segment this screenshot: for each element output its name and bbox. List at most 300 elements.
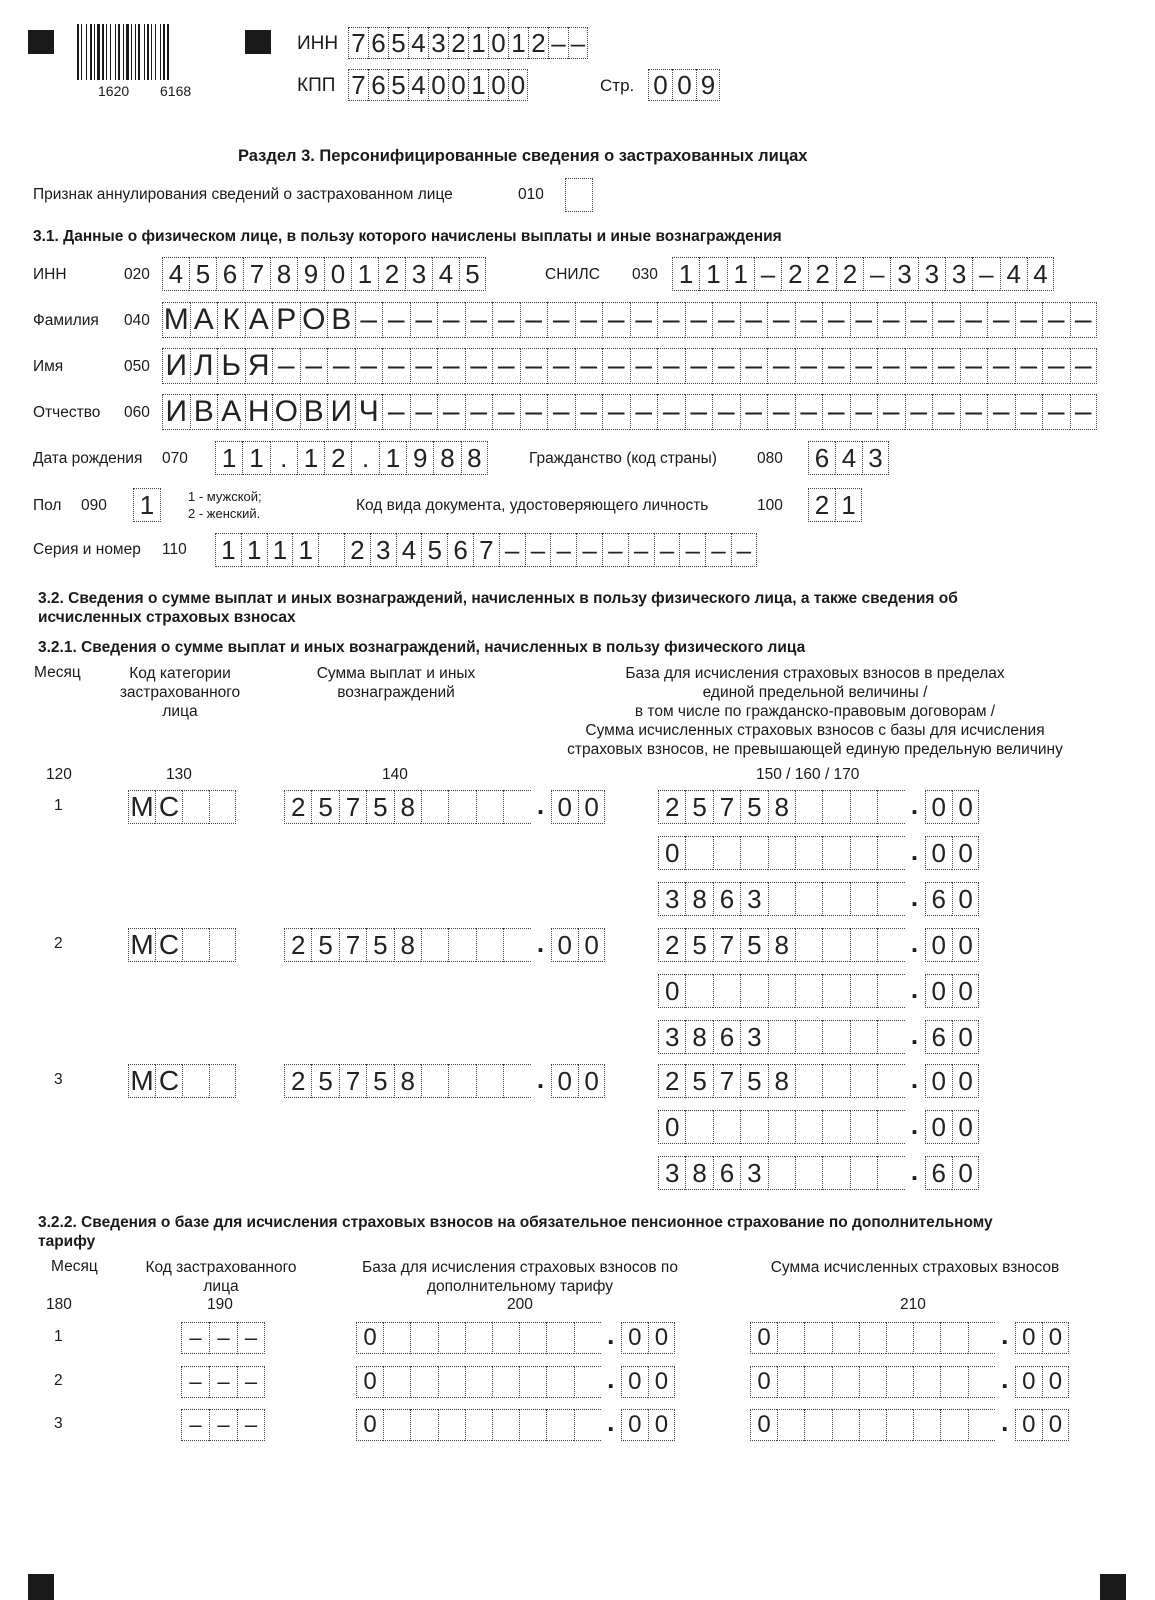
snils-label: СНИЛС [545, 266, 600, 283]
char-cell: 0 [1042, 1322, 1069, 1354]
s322-title-line1: 3.2.2. Сведения о базе для исчисления страховых взносов на обязательное пенсионное страхование по дополнительному [38, 1214, 993, 1231]
s321-row-base-cells [658, 928, 979, 962]
char-cell [465, 1366, 492, 1398]
barcode-bar [144, 24, 145, 80]
char-cell [182, 790, 209, 824]
barcode-bar [135, 24, 136, 80]
char-cell [777, 1409, 804, 1441]
char-cell: 7 [713, 790, 740, 824]
corner-marker-top-left [28, 30, 54, 54]
char-cell: – [602, 533, 628, 567]
s321-row-category-cells [128, 1064, 236, 1098]
char-cell: 7 [348, 27, 368, 59]
char-cell [877, 1110, 904, 1144]
char-cell: М [128, 790, 155, 824]
barcode-bar [110, 24, 111, 80]
char-cell [383, 1366, 410, 1398]
char-cell: – [679, 533, 705, 567]
char-cell: – [685, 302, 713, 338]
char-cell: – [822, 302, 850, 338]
char-cell: – [575, 394, 603, 430]
char-cell: – [795, 394, 823, 430]
char-cell [546, 1322, 573, 1354]
barcode-bar [94, 24, 95, 80]
char-cell: 5 [685, 790, 712, 824]
char-cell: – [822, 348, 850, 384]
char-cell [448, 1064, 475, 1098]
char-cell: 3 [740, 1020, 767, 1054]
char-cell: – [520, 348, 548, 384]
char-cell [768, 1020, 795, 1054]
char-cell: 6 [713, 1020, 740, 1054]
decimal-point: . [910, 928, 919, 958]
sex-hint-1: 1 - мужской; [188, 489, 262, 504]
s322-row-code-cells [181, 1409, 265, 1441]
char-cell: 0 [648, 69, 672, 101]
s322-row-code-cells [181, 1322, 265, 1354]
s321-col-base-line5: страховых взносов, не превышающей единую предельную величину [567, 741, 1063, 758]
char-cell: – [272, 348, 300, 384]
char-cell: 1 [215, 441, 242, 475]
char-cell: 4 [408, 27, 428, 59]
char-cell [886, 1409, 913, 1441]
char-cell [448, 928, 475, 962]
char-cell: – [932, 302, 960, 338]
char-cell: 0 [952, 1020, 979, 1054]
char-cell [740, 836, 767, 870]
char-cell: – [685, 394, 713, 430]
char-cell: 1 [241, 533, 267, 567]
birth-label: Дата рождения [33, 450, 143, 467]
char-cell: К [217, 302, 245, 338]
char-cell: 5 [388, 27, 408, 59]
s321-row-month: 1 [54, 797, 63, 814]
char-cell: О [300, 302, 328, 338]
char-cell: – [767, 348, 795, 384]
char-cell: – [492, 394, 520, 430]
s321-row-base-cpd-cells [658, 974, 979, 1008]
annul-code: 010 [518, 186, 544, 203]
char-cell: 0 [324, 257, 351, 291]
char-cell [410, 1322, 437, 1354]
char-cell [877, 928, 904, 962]
char-cell [685, 836, 712, 870]
char-cell [546, 1409, 573, 1441]
s321-code-sum: 140 [382, 766, 408, 783]
char-cell: 1 [267, 533, 293, 567]
s322-code-code: 190 [207, 1296, 233, 1313]
barcode-bar [102, 24, 104, 80]
char-cell: 3 [658, 1020, 685, 1054]
char-cell: – [1015, 394, 1043, 430]
char-cell: 6 [447, 533, 473, 567]
char-cell: 1 [242, 441, 269, 475]
char-cell: 6 [713, 1156, 740, 1190]
char-cell [850, 836, 877, 870]
char-cell: 8 [685, 1156, 712, 1190]
char-cell: 0 [551, 790, 578, 824]
s322-col-base [330, 1258, 710, 1296]
char-cell: 3 [428, 27, 448, 59]
char-cell: – [181, 1366, 209, 1398]
char-cell: – [1015, 348, 1043, 384]
decimal-point: . [607, 1364, 615, 1394]
char-cell: 5 [388, 69, 408, 101]
char-cell: 8 [433, 441, 460, 475]
char-cell: 2 [284, 1064, 311, 1098]
char-cell: 0 [356, 1366, 383, 1398]
char-cell [209, 1064, 236, 1098]
char-cell: 8 [461, 441, 488, 475]
char-cell [822, 1020, 849, 1054]
char-cell: 0 [578, 928, 605, 962]
char-cell [410, 1409, 437, 1441]
barcode-bar [123, 24, 124, 80]
char-cell [795, 1156, 822, 1190]
char-cell [768, 974, 795, 1008]
char-cell: 0 [551, 1064, 578, 1098]
citizen-cells [808, 441, 889, 475]
char-cell: Н [245, 394, 273, 430]
s322-code-base: 200 [507, 1296, 533, 1313]
char-cell [886, 1322, 913, 1354]
char-cell: 0 [672, 69, 696, 101]
char-cell: – [1042, 394, 1070, 430]
char-cell: – [1015, 302, 1043, 338]
char-cell [832, 1409, 859, 1441]
char-cell: – [795, 302, 823, 338]
char-cell: 3 [740, 882, 767, 916]
char-cell: 0 [925, 836, 952, 870]
char-cell: 0 [488, 69, 508, 101]
char-cell: – [705, 533, 731, 567]
char-cell [438, 1322, 465, 1354]
char-cell [804, 1366, 831, 1398]
char-cell: И [162, 348, 190, 384]
decimal-point: . [607, 1320, 615, 1350]
barcode-number-right: 6168 [160, 83, 192, 99]
char-cell: – [355, 348, 383, 384]
char-cell [182, 1064, 209, 1098]
patronymic-cells [162, 394, 1097, 430]
corner-marker-bottom-left [28, 1574, 54, 1600]
corner-marker-bottom-right [1100, 1574, 1126, 1600]
char-cell: 9 [297, 257, 324, 291]
char-cell [777, 1322, 804, 1354]
char-cell [476, 1064, 503, 1098]
char-cell: – [740, 302, 768, 338]
char-cell: 5 [740, 1064, 767, 1098]
char-cell [822, 790, 849, 824]
char-cell: – [465, 302, 493, 338]
char-cell [182, 928, 209, 962]
char-cell: 5 [740, 928, 767, 962]
char-cell [877, 1156, 904, 1190]
char-cell: – [960, 348, 988, 384]
decimal-point: . [536, 790, 545, 820]
char-cell: 0 [356, 1322, 383, 1354]
char-cell: 9 [696, 69, 720, 101]
char-cell [859, 1366, 886, 1398]
s321-col-category-line1: Код категории [129, 665, 231, 682]
barcode-bar [86, 24, 87, 80]
char-cell: – [877, 348, 905, 384]
char-cell: 0 [952, 1156, 979, 1190]
char-cell: – [575, 302, 603, 338]
char-cell: 3 [658, 882, 685, 916]
char-cell: 8 [768, 928, 795, 962]
char-cell: – [740, 394, 768, 430]
person-inn-cells [162, 257, 486, 291]
char-cell [740, 974, 767, 1008]
char-cell [877, 1020, 904, 1054]
char-cell: 1 [468, 27, 488, 59]
char-cell [383, 1409, 410, 1441]
annul-cell [565, 178, 593, 212]
char-cell: 2 [284, 928, 311, 962]
char-cell: 2 [344, 533, 370, 567]
s321-row-category-cells [128, 790, 236, 824]
s322-title-line2: тарифу [38, 1233, 96, 1250]
char-cell [804, 1409, 831, 1441]
char-cell [822, 1110, 849, 1144]
char-cell: 0 [658, 836, 685, 870]
s321-row-base-cells [658, 1064, 979, 1098]
sex-code: 090 [81, 497, 107, 514]
char-cell: 4 [396, 533, 422, 567]
char-cell: 2 [808, 257, 835, 291]
s321-code-base: 150 / 160 / 170 [756, 766, 860, 783]
char-cell [574, 1322, 601, 1354]
char-cell [476, 928, 503, 962]
char-cell: – [547, 394, 575, 430]
s322-code-sum: 210 [900, 1296, 926, 1313]
char-cell: И [327, 394, 355, 430]
char-cell [713, 836, 740, 870]
char-cell: – [1042, 348, 1070, 384]
char-cell: 0 [356, 1409, 383, 1441]
char-cell [850, 1064, 877, 1098]
char-cell: – [520, 394, 548, 430]
s321-title: 3.2.1. Сведения о сумме выплат и иных вознаграждений, начисленных в пользу физического лица [38, 639, 806, 656]
char-cell: 2 [808, 488, 835, 522]
decimal-point: . [536, 1064, 545, 1094]
char-cell: – [712, 394, 740, 430]
char-cell: 1 [215, 533, 241, 567]
barcode-bar [81, 24, 82, 80]
char-cell [850, 882, 877, 916]
person-inn-code: 020 [124, 266, 150, 283]
char-cell: 8 [768, 790, 795, 824]
char-cell [822, 974, 849, 1008]
char-cell: 6 [808, 441, 835, 475]
char-cell: 2 [528, 27, 548, 59]
s321-col-category-line2: застрахованного [119, 684, 241, 701]
char-cell: 0 [428, 69, 448, 101]
char-cell: 3 [740, 1156, 767, 1190]
char-cell: 6 [368, 27, 388, 59]
header-kpp-label: КПП [297, 75, 336, 96]
char-cell: – [654, 533, 680, 567]
char-cell: 7 [243, 257, 270, 291]
char-cell: А [245, 302, 273, 338]
char-cell: И [162, 394, 190, 430]
barcode-bar [118, 24, 120, 80]
char-cell: 0 [750, 1322, 777, 1354]
char-cell: – [905, 348, 933, 384]
char-cell: 0 [925, 790, 952, 824]
char-cell [492, 1366, 519, 1398]
char-cell: 5 [740, 790, 767, 824]
char-cell: – [237, 1366, 265, 1398]
barcode-bar [90, 24, 92, 80]
char-cell: 0 [551, 928, 578, 962]
char-cell: Ь [217, 348, 245, 384]
char-cell: 5 [311, 790, 338, 824]
char-cell: 0 [952, 790, 979, 824]
char-cell: 6 [925, 1020, 952, 1054]
s322-row-month: 2 [54, 1372, 63, 1389]
barcode-bar [163, 24, 165, 80]
s322-col-month: Месяц [51, 1258, 98, 1275]
series-code: 110 [162, 541, 187, 558]
char-cell [574, 1409, 601, 1441]
char-cell: – [300, 348, 328, 384]
char-cell: – [181, 1322, 209, 1354]
char-cell: – [437, 348, 465, 384]
citizen-code: 080 [757, 450, 783, 467]
char-cell: – [382, 302, 410, 338]
patronymic-label: Отчество [33, 404, 101, 421]
char-cell [795, 836, 822, 870]
char-cell [968, 1322, 995, 1354]
s322-col-sum: Сумма исчисленных страховых взносов [770, 1259, 1060, 1276]
char-cell: 3 [370, 533, 396, 567]
char-cell [768, 1110, 795, 1144]
char-cell: В [300, 394, 328, 430]
char-cell: 0 [648, 1366, 675, 1398]
char-cell [822, 1156, 849, 1190]
char-cell: 0 [508, 69, 528, 101]
char-cell [795, 1064, 822, 1098]
char-cell [713, 974, 740, 1008]
char-cell [519, 1366, 546, 1398]
char-cell [850, 790, 877, 824]
birth-code: 070 [162, 450, 188, 467]
char-cell: 5 [421, 533, 447, 567]
s322-row-sum-cells [750, 1366, 1069, 1398]
char-cell [859, 1409, 886, 1441]
char-cell: 0 [621, 1409, 648, 1441]
s322-row-base-cells [356, 1322, 675, 1354]
s322-row-sum-cells [750, 1322, 1069, 1354]
s322-row-month: 1 [54, 1328, 63, 1345]
char-cell: 1 [727, 257, 754, 291]
char-cell: Я [245, 348, 273, 384]
char-cell: 0 [1042, 1366, 1069, 1398]
char-cell: – [1070, 348, 1098, 384]
s31-title: 3.1. Данные о физическом лице, в пользу которого начислены выплаты и иные вознаграждения [33, 228, 782, 245]
s321-col-base-line3: в том числе по гражданско-правовым договорам / [634, 703, 996, 720]
char-cell: – [237, 1409, 265, 1441]
char-cell: – [525, 533, 551, 567]
char-cell [519, 1322, 546, 1354]
char-cell [383, 1322, 410, 1354]
s321-row-contrib-cells [658, 1020, 979, 1054]
char-cell: – [209, 1322, 237, 1354]
char-cell: – [602, 348, 630, 384]
char-cell: – [657, 302, 685, 338]
char-cell: 2 [658, 928, 685, 962]
char-cell [850, 1110, 877, 1144]
barcode-number-left: 1620 [98, 83, 130, 99]
barcode-bar [138, 24, 140, 80]
barcode-bar [77, 24, 79, 80]
char-cell [968, 1409, 995, 1441]
char-cell: 4 [162, 257, 189, 291]
s322-row-code-cells [181, 1366, 265, 1398]
char-cell: 3 [658, 1156, 685, 1190]
char-cell: 1 [508, 27, 528, 59]
char-cell: . [351, 441, 378, 475]
decimal-point: . [1001, 1320, 1009, 1350]
char-cell: – [1042, 302, 1070, 338]
char-cell [877, 790, 904, 824]
s321-col-base-line1: База для исчисления страховых взносов в пределах [625, 665, 1005, 682]
char-cell [822, 1064, 849, 1098]
char-cell: – [520, 302, 548, 338]
char-cell: С [155, 1064, 182, 1098]
char-cell [822, 928, 849, 962]
char-cell: 0 [1015, 1322, 1042, 1354]
char-cell: 4 [1000, 257, 1027, 291]
char-cell: 0 [648, 1322, 675, 1354]
char-cell: – [740, 348, 768, 384]
char-cell: 6 [216, 257, 243, 291]
char-cell: – [767, 394, 795, 430]
char-cell: – [602, 302, 630, 338]
char-cell [877, 974, 904, 1008]
char-cell: – [850, 348, 878, 384]
char-cell: 5 [366, 790, 393, 824]
char-cell [877, 1064, 904, 1098]
char-cell: 3 [405, 257, 432, 291]
doc-cells [808, 488, 862, 522]
char-cell [940, 1322, 967, 1354]
char-cell: 0 [925, 1064, 952, 1098]
s321-col-month: Месяц [34, 664, 81, 681]
char-cell [850, 928, 877, 962]
char-cell [209, 790, 236, 824]
char-cell: – [767, 302, 795, 338]
s321-row-sum-cells [284, 928, 605, 962]
char-cell: 7 [473, 533, 499, 567]
char-cell: 7 [713, 928, 740, 962]
char-cell: 0 [952, 836, 979, 870]
char-cell [832, 1322, 859, 1354]
char-cell: – [1070, 302, 1098, 338]
char-cell: 1 [292, 533, 318, 567]
char-cell: 0 [448, 69, 468, 101]
char-cell [968, 1366, 995, 1398]
sex-cell [133, 488, 161, 522]
char-cell: – [355, 302, 383, 338]
char-cell [877, 836, 904, 870]
char-cell: – [731, 533, 757, 567]
char-cell: 8 [394, 1064, 421, 1098]
char-cell [795, 790, 822, 824]
decimal-point: . [910, 974, 919, 1004]
